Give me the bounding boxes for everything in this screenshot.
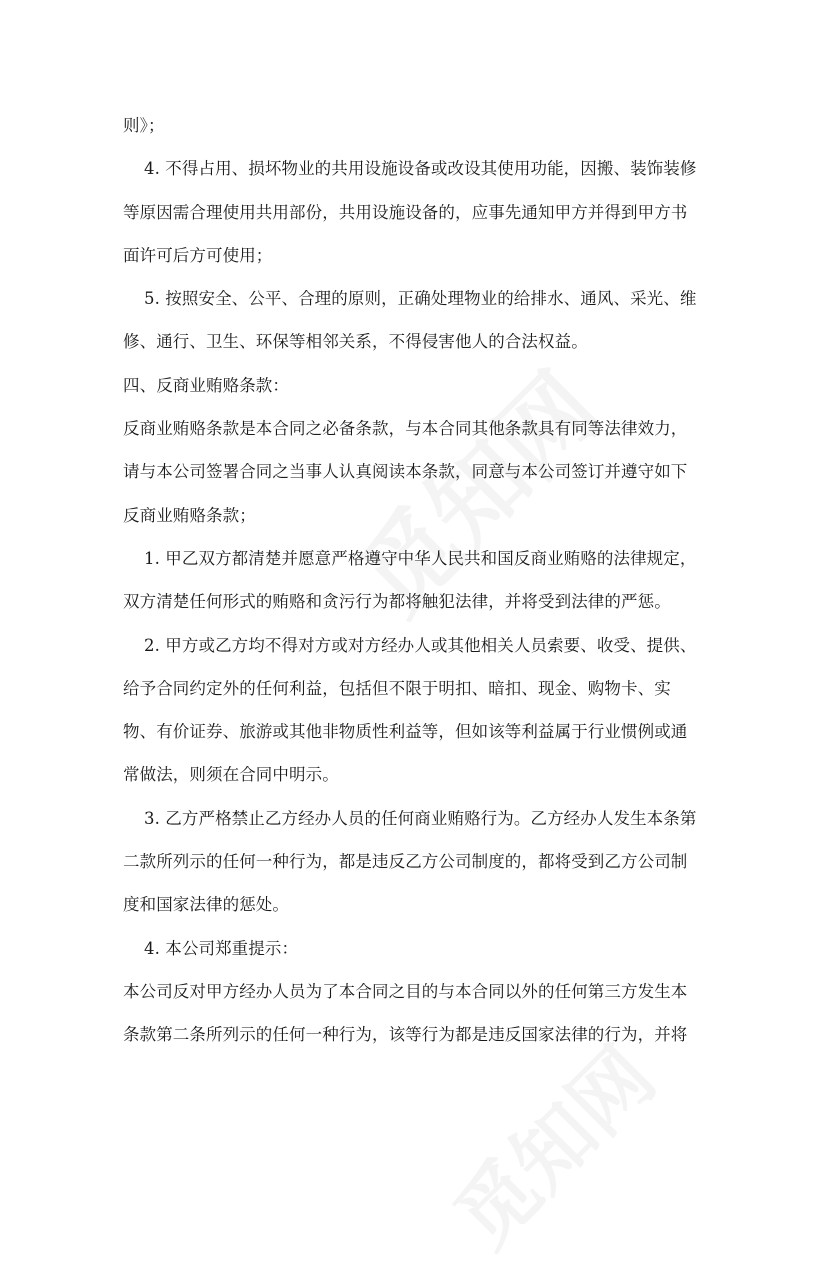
item-3-line-1: 3. 乙方严格禁止乙方经办人员的任何商业贿赂行为。乙方经办人发生本条第 bbox=[144, 808, 697, 828]
item-1-line-2: 双方清楚任何形式的贿赂和贪污行为都将触犯法律，并将受到法律的严惩。 bbox=[123, 592, 671, 612]
clause-4-line-1: 4. 不得占用、损坏物业的共用设施设备或改设其使用功能，因搬、装饰装修 bbox=[144, 159, 697, 179]
item-2-line-1: 2. 甲方或乙方均不得对方或对方经办人或其他相关人员索要、收受、提供、 bbox=[144, 635, 697, 655]
item-2-line-3: 物、有价证券、旅游或其他非物质性利益等，但如该等利益属于行业惯例或通 bbox=[123, 722, 688, 742]
closing-paragraph-line-1: 本公司反对甲方经办人员为了本合同之目的与本合同以外的任何第三方发生本 bbox=[123, 981, 688, 1001]
item-2-line-4: 常做法，则须在合同中明示。 bbox=[123, 765, 339, 785]
clause-5-line-2: 修、通行、卫生、环保等相邻关系，不得侵害他人的合法权益。 bbox=[123, 332, 588, 352]
text-line-1: 则》； bbox=[123, 116, 165, 135]
item-3-line-2: 二款所列示的任何一种行为，都是违反乙方公司制度的，都将受到乙方公司制 bbox=[123, 852, 688, 872]
document-body bbox=[123, 104, 718, 1057]
section-heading-anti-bribery: 四、反商业贿赂条款： bbox=[123, 375, 289, 395]
item-2-line-2: 给予合同约定外的任何利益，包括但不限于明扣、暗扣、现金、购物卡、实 bbox=[123, 678, 671, 698]
intro-paragraph-line-3: 反商业贿赂条款； bbox=[123, 505, 256, 525]
clause-4-line-2: 等原因需合理使用共用部份，共用设施设备的，应事先通知甲方并得到甲方书 bbox=[123, 202, 688, 222]
item-4-line-1: 4. 本公司郑重提示： bbox=[144, 938, 299, 958]
intro-paragraph-line-1: 反商业贿赂条款是本合同之必备条款，与本合同其他条款具有同等法律效力， bbox=[123, 419, 688, 439]
item-3-line-3: 度和国家法律的惩处。 bbox=[123, 895, 289, 915]
intro-paragraph-line-2: 请与本公司签署合同之当事人认真阅读本条款，同意与本公司签订并遵守如下 bbox=[123, 462, 688, 482]
clause-4-line-3: 面许可后方可使用； bbox=[123, 245, 273, 265]
item-1-line-1: 1. 甲乙双方都清楚并愿意严格遵守中华人民共和国反商业贿赂的法律规定， bbox=[144, 548, 697, 568]
closing-paragraph-line-2: 条款第二条所列示的任何一种行为，该等行为都是违反国家法律的行为，并将 bbox=[123, 1025, 688, 1045]
clause-5-line-1: 5. 按照安全、公平、合理的原则，正确处理物业的给排水、通风、采光、维 bbox=[144, 289, 697, 309]
